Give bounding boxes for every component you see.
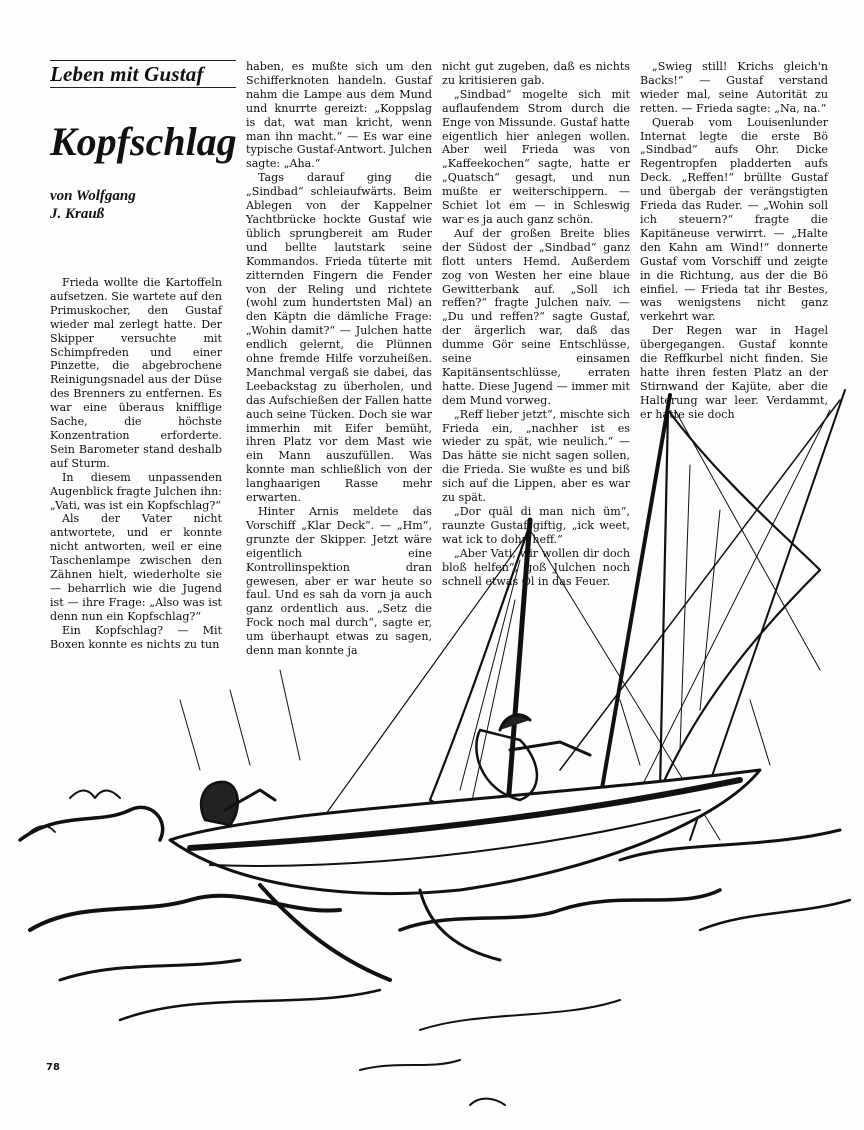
paragraph: „Swieg still! Krichs gleich'n Backs!“ — Gustaf verstand wieder mal, seine Autorität zu retten. — Frieda sagte: „Na, na.“ [640,60,828,115]
sailor-reefing [476,730,537,800]
paragraph: Auf der großen Breite blies der Südost der „Sindbad“ ganz flott unters Hemd. Außerdem zog von Westen her eine blaue Gewitterbank auf. „Soll ich reffen?“ fragte Julchen naiv. — „Du und reffen?“ sagte Gustaf, der ärgerlich war, daß das dumme Gör seine Entschlüsse, seine einsamen Kapitänsentschlüsse, erraten hatte. Diese Jugend — immer mit dem Mund vorweg. [442,226,630,407]
gull [70,791,120,799]
page-number: 78 [46,1062,60,1073]
paragraph: Hinter Arnis meldete das Vorschiff „Klar Deck“. — „Hm“, grunzte der Skipper. Jetzt wäre eigentlich eine Kontrollinspektion dran gewesen, aber er war heute so faul. Und es sah da vorn ja auch ganz ordentlich aus. „Setz die Fock noch mal durch“, sagte er, um überhaupt etwas zu sagen, denn man konnte ja [246,505,432,658]
top-rule [50,60,236,61]
sailor-helm [201,782,238,825]
byline [50,187,200,223]
paragraph: Frieda wollte die Kartoffeln aufsetzen. Sie wartete auf den Primuskocher, den Gustaf wieder mal zerlegt hatte. Der Skipper versuchte mit Schimpfreden und einer Pinzette, die abgebrochene Reinigungsnadel aus der Düse des Brenners zu entfernen. Es war eine überaus knifflige Sache, die höchste Konzentration erforderte. Sein Barometer stand deshalb auf Sturm. [50,276,222,470]
paragraph: Querab vom Louisenlunder Internat legte die erste Bö „Sindbad“ aufs Ohr. Dicke Regentropfen pladderten aufs Deck. „Reffen!“ brüllte Gustaf und übergab der verängstigten Frieda das Ruder. — „Wohin soll ich steuern?“ fragte die Kapitäneuse verwirrt. — „Halte den Kahn am Wind!“ donnerte Gustaf vom Vorschiff und zeigte in die Richtung, aus der die Bö einfiel. — Frieda tat ihr Bestes, was wenigstens nicht ganz verkehrt war. [640,115,828,324]
paragraph: „Dor quäl di man nich üm“, raunzte Gustaf giftig, „ick weet, wat ick to dohn heff.“ [442,505,630,546]
paragraph: Tags darauf ging die „Sindbad“ schleiaufwärts. Beim Ablegen von der Kappelner Yachtbrücke hockte Gustaf wie üblich sprungbereit am Ruder und bellte lautstark seine Kommandos. Frieda tüterte mit zitternden Fingern die Fender von der Reling und richtete (wohl zum hundertsten Mal) an den Käptn die dämliche Frage: „Wohin damit?“ — Julchen hatte endlich gelernt, die Plünnen ohne fremde Hilfe vorzuheißen. Manchmal vergaß sie dabei, das Leebackstag zu überholen, und das Aufschießen der Fallen hatte auch seine Tücken. Doch sie war immerhin mit Eifer bemüht, ihren Platz vor dem Mast wie ein Mann auszufüllen. Was konnte man schließlich von der langhaarigen Rasse mehr erwarten. [246,171,432,505]
jib-sail [660,410,820,790]
section-rule [50,87,236,88]
paragraph: nicht gut zugeben, daß es nichts zu kritisieren gab. [442,60,630,87]
hull [170,770,760,893]
sailboat-illustration [0,370,864,1130]
section-title: Leben mit Gustaf [50,62,204,86]
paragraph: In diesem unpassenden Augenblick fragte Julchen ihn: „Vati, was ist ein Kopfschlag?“ [50,470,222,512]
fore-mast [600,395,670,800]
paragraph: „Reff lieber jetzt“, mischte sich Frieda ein, „nachher ist es wieder zu spät, wie neulich.“ — Das hätte sie nicht sagen sollen, die Frieda. Sie wußte es und biß sich auf die Lippen, aber es war zu spät. [442,407,630,505]
byline-line-2: J. Krauß [50,206,105,222]
text-column-4 [640,60,828,421]
article-title: Kopfschlag [50,119,237,164]
paragraph: Als der Vater nicht antwortete, und er konnte nicht antworten, weil er eine Taschenlampe zwischen den Zähnen hielt, wiederholte sie — beharrlich wie die Jugend ist — ihre Frage: „Also was ist denn nun ein Kopfschlag?“ [50,512,222,623]
paragraph: Ein Kopfschlag? — Mit Boxen konnte es nichts zu tun [50,623,222,651]
paragraph: „Sindbad“ mogelte sich mit auflaufendem Strom durch die Enge von Missunde. Gustaf hatte eigentlich hier anlegen wollen. Aber weil Frieda was von „Kaffeekochen“ sagte, hatte er „Quatsch“ gesagt, und nun mußte er weiterschippern. — Schiet lot em — in Schleswig war es ja auch ganz schön. [442,87,630,226]
waves [20,807,163,840]
byline-line-1: von Wolfgang [50,188,136,204]
paragraph: haben, es mußte sich um den Schifferknoten handeln. Gustaf nahm die Lampe aus dem Mund und knurrte gereizt: „Koppslag is dat, wat man kricht, wenn man ihn macht.“ — Es war eine typische Gustaf-Antwort. Julchen sagte: „Aha.“ [246,60,432,171]
mainsail [430,530,528,840]
paragraph: „Aber Vati, wir wollen dir doch bloß helfen“, goß Julchen noch schnell etwas Öl in das Feuer. [442,546,630,588]
paragraph: Der Regen war in Hagel übergegangen. Gustaf konnte die Reffkurbel nicht finden. Sie hatte ihren festen Platz an der Stirnwand der Kajüte, aber die Halterung war leer. Verdammt, er hatte sie doch [640,324,828,421]
